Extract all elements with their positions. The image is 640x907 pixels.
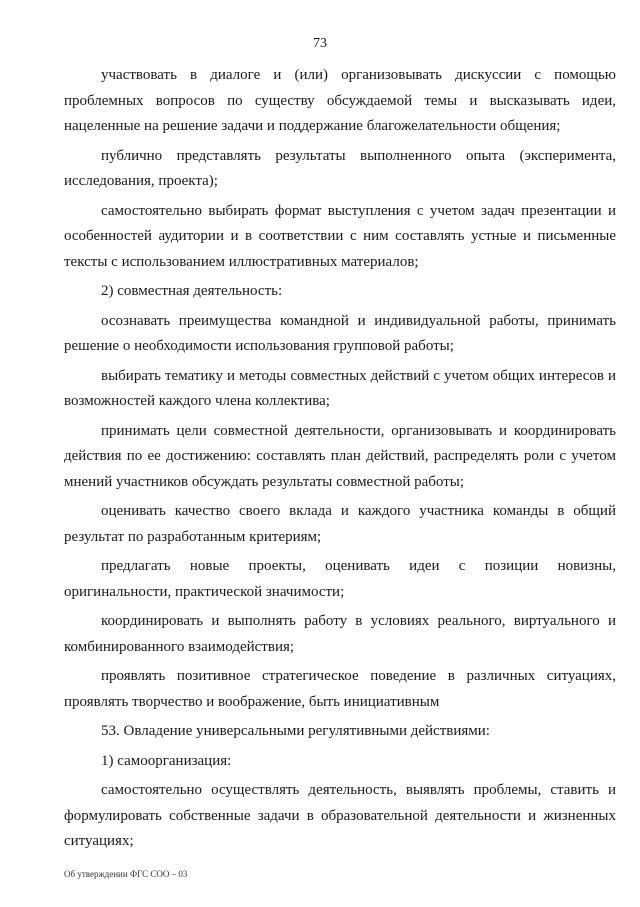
paragraph: самостоятельно осуществлять деятельность, выявлять проблемы, ставить и формулировать собственные задачи в образовательной деятельности и жизненных ситуациях; [64, 782, 616, 849]
paragraph: осознавать преимущества командной и индивидуальной работы, принимать решение о необходимости использования групповой работы; [64, 312, 616, 354]
document-body [64, 63, 616, 855]
section-heading: 53. Овладение универсальными регулятивными действиями: [101, 723, 490, 739]
paragraph: оценивать качество своего вклада и каждого участника команды в общий результат по разработанным критериям; [64, 503, 616, 545]
paragraph: координировать и выполнять работу в условиях реального, виртуального и комбинированного взаимодействия; [64, 613, 616, 655]
page-footer: Об утверждении ФГС СОО – 03 [64, 869, 188, 879]
paragraph: выбирать тематику и методы совместных действий с учетом общих интересов и возможностей каждого члена коллектива; [64, 367, 616, 409]
paragraph: участвовать в диалоге и (или) организовывать дискуссии с помощью проблемных вопросов по существу обсуждаемой темы и высказывать идеи, нацеленные на решение задачи и поддержание благожелательности общения; [64, 67, 616, 134]
page-number: 73 [313, 36, 327, 51]
paragraph: принимать цели совместной деятельности, организовывать и координировать действия по ее достижению: составлять план действий, распределять роли с учетом мнений участников обсуждать результаты совместной работы; [64, 422, 616, 490]
paragraph: публично представлять результаты выполненного опыта (эксперимента, исследования, проекта); [64, 147, 616, 189]
section-heading: 2) совместная деятельность: [101, 283, 283, 299]
section-heading: 1) самоорганизация: [101, 752, 232, 769]
paragraph: проявлять позитивное стратегическое поведение в различных ситуациях, проявлять творчество и воображение, быть инициативным [64, 668, 616, 710]
paragraph: самостоятельно выбирать формат выступления с учетом задач презентации и особенностей аудитории и в соответствии с ним составлять устные и письменные тексты с использованием иллюстративных материалов; [64, 202, 616, 270]
paragraph: предлагать новые проекты, оценивать идеи с позиции новизны, оригинальности, практической значимости; [64, 558, 616, 600]
